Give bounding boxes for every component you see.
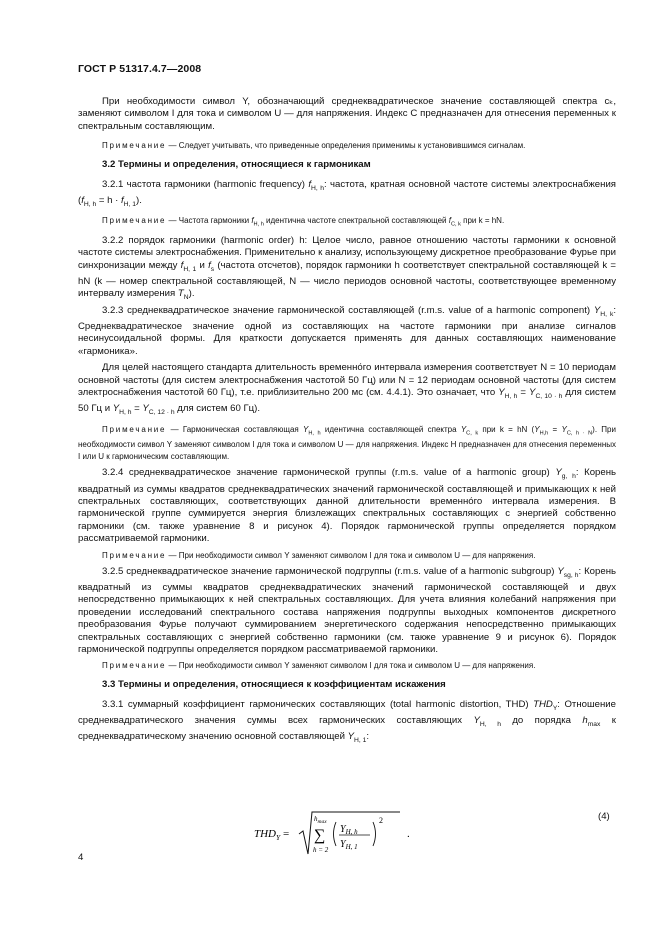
body-paragraph: При необходимости символ Y, обозначающий среднеквадратическое значение составляющей спектра cₖ, заменяют символом I для тока и символом U — для напряжения. Индекс C предназначен для отнесения переменных к спектральным составляющим. (78, 96, 616, 132)
body-paragraph: 3.3.1 суммарный коэффициент гармонических составляющих (total harmonic distortion, THD) $THD_Y$: Отношение среднеквадратического значения суммы всех гармонических составляющих $Y_{H, h}$ до порядка $h_{max}$ к среднеквадратическому значению основной составляющей $Y_{H, 1}$: (78, 698, 616, 745)
document-body (78, 96, 616, 748)
body-paragraph: 3.2.4 среднеквадратическое значение гармонической группы (r.m.s. value of a harmonic group) $Y_{g, h}$: Корень квадратный из суммы квадратов среднеквадратических значений гармонической составляющей и примыкающих к ней спектральных составляющих, соответствующих данной длительности временно́го интервала измерения. В гармонической группе суммируется энергия близлежащих спектральных составляющих с энергией собственно гармоники (см. также уравнение 8 и рисунок 4). Порядок гармонической группы определяется порядком рассматриваемой гармоники. (78, 467, 616, 545)
fraction-denominator: $Y_{H, 1}$ (340, 839, 358, 851)
note-paragraph: Примечание — Гармоническая составляющая $Y_{H, h}$ идентична составляющей спектра $Y_{C, k}$ при k = hN $(Y_{H,h} = Y_{C, h \cdot N})$. При необходимости символ Y заменяют символом I для тока и символом U — для напряжения. Индекс H предназначен для отнесения переменных I или U к гармоническим составляющим. (78, 424, 616, 462)
body-paragraph: 3.2.1 частота гармоники (harmonic frequency) $f_{H, h}$: частота, кратная основной частоте системы электроснабжения $(f_{H, h} = h \cdot f_{H, 1})$. (78, 178, 616, 208)
body-paragraph: 3.2.2 порядок гармоники (harmonic order) h: Целое число, равное отношению частоты гармоники к основной частоте системы электроснабжения. Применительно к анализу, использующему дискретное преобразование Фурье при синхронизации между $f_{H, 1}$ и $f_s$ (частота отсчетов), порядок гармоники h соответствует спектральной составляющей k = hN (k — номер спектральной составляющей, N — число периодов основной частоты, соответствующее временному интервалу измерения $T_N$). (78, 234, 616, 302)
section-heading: 3.3 Термины и определения, относящиеся к коэффициентам искажения (102, 679, 446, 691)
body-paragraph: 3.2.5 среднеквадратическое значение гармонической подгруппы (r.m.s. value of a harmonic subgroup) $Y_{sg, h}$: Корень квадратный из суммы квадратов среднеквадратических значений гармонической составляющей и двух непосредственно примыкающих к ней спектральных составляющих. Для учета влияния колебаний напряжения при проведении исследований спектрального состава напряжения подгруппы выходных компонентов дискретного преобразования Фурье получают суммированием энергетического содержания непосредственно примыкающих спектральных составляющих с энергией собственно гармоники (см. также уравнение 9 и рисунок 6). Порядок гармонической подгруппы определяется порядком рассматриваемой гармоники. (78, 565, 616, 655)
spacer (78, 692, 616, 699)
note-label: Примечание (102, 550, 167, 560)
spacer (78, 672, 616, 679)
spacer (78, 152, 616, 159)
formula-period: . (407, 828, 410, 840)
page-number: 4 (78, 852, 84, 863)
fraction-numerator: $Y_{H, h}$ (340, 824, 358, 836)
note-label: Примечание (102, 216, 167, 226)
document-header: ГОСТ Р 51317.4.7—2008 (78, 63, 202, 75)
sum-upper-limit: $h_{max}$ (314, 815, 327, 825)
body-paragraph: Для целей настоящего стандарта длительность временно́го интервала измерения соответствует N = 10 периодам основной частоты (для систем электроснабжения частотой 50 Гц) или N = 12 периодам основной частоты (для систем электроснабжения частотой 60 Гц), т.е. приблизительно 200 мс (см. 4.4.1). Это означает, что $Y_{H, h} = Y_{C, 10 \cdot h}$ для систем 50 Гц и $Y_{H, h} = Y_{C, 12 \cdot h}$ для систем 60 Гц). (78, 362, 616, 417)
sum-lower-limit: h = 2 (313, 846, 329, 854)
formula-lhs: $THD_Y$ = (254, 828, 290, 842)
equation-number: (4) (598, 811, 610, 822)
left-paren (334, 822, 337, 846)
power-exponent: 2 (379, 816, 383, 825)
right-paren (373, 822, 376, 846)
note-paragraph: Примечание — Следует учитывать, что приведенные определения применимы к установившимся сигналам. (102, 141, 526, 151)
body-paragraph: 3.2.3 среднеквадратическое значение гармонической составляющей (r.m.s. value of a harmonic component) $Y_{H, k}$: Среднеквадратическое значение одной из составляющих на частоте гармоники при анализе сигналов несинусоидальной формы. Для краткости допускается применять для данных составляющих наименование «гармоника». (78, 304, 616, 357)
note-label: Примечание (102, 424, 167, 434)
note-label: Примечание (102, 661, 167, 671)
thd-formula (252, 806, 452, 866)
note-paragraph: Примечание — При необходимости символ Y заменяют символом I для тока и символом U — для напряжения. (102, 661, 536, 671)
note-label: Примечание (102, 141, 167, 151)
spacer (78, 172, 616, 179)
spacer (78, 133, 616, 140)
note-paragraph: Примечание — Частота гармоники $f_{H, h}$ идентична частоте спектральной составляющей $f_{C, k}$ при k = hN. (102, 216, 505, 228)
sigma-symbol: ∑ (314, 827, 326, 844)
section-heading: 3.2 Термины и определения, относящиеся к гармоникам (102, 159, 371, 171)
note-paragraph: Примечание — При необходимости символ Y заменяют символом I для тока и символом U — для напряжения. (102, 550, 536, 560)
